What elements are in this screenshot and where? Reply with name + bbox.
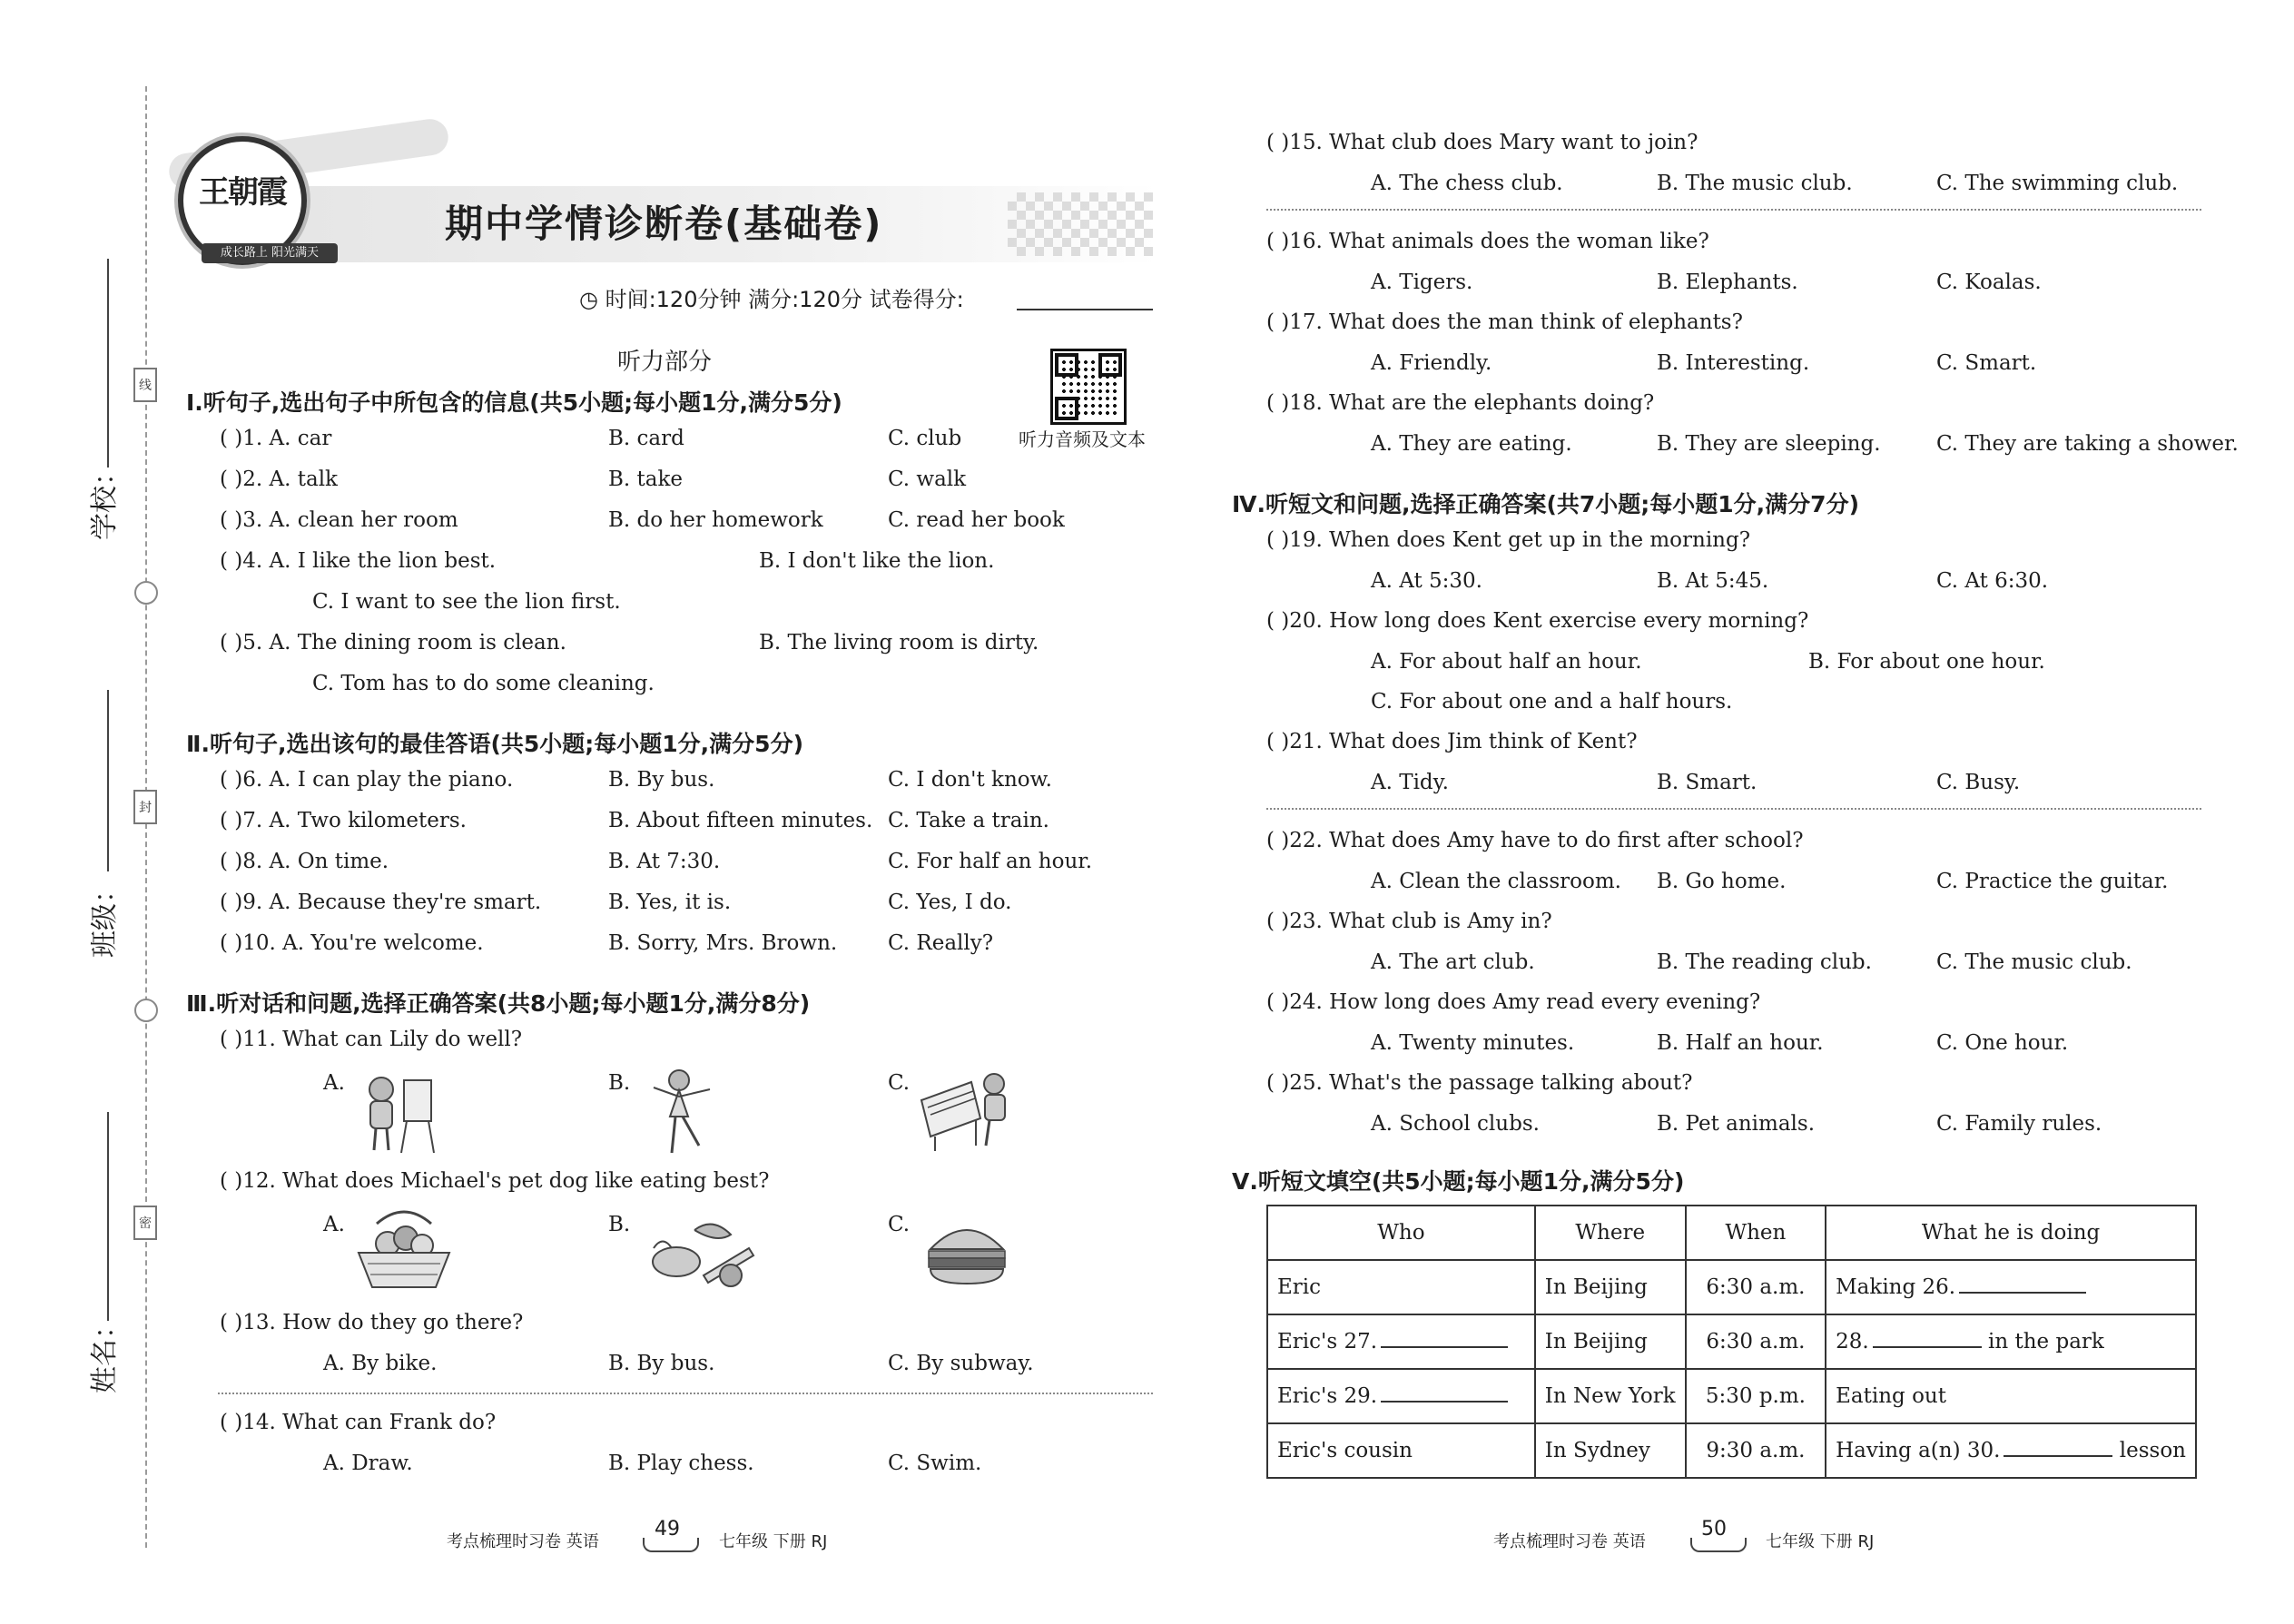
cell-where: In Beijing <box>1535 1260 1686 1314</box>
hamburger-picture <box>921 1215 1012 1289</box>
q25-stem: ( )25. What's the passage talking about? <box>1266 1071 1693 1095</box>
qr-caption: 听力音频及文本 <box>1019 428 1146 450</box>
q16-option-a: A. Tigers. <box>1371 271 1473 294</box>
q6-option-b: B. By bus. <box>608 768 715 792</box>
passage-separator <box>1266 808 2201 810</box>
q16-stem: ( )16. What animals does the woman like? <box>1266 230 1709 253</box>
q19-stem: ( )19. When does Kent get up in the morning? <box>1266 528 1751 552</box>
header-doing: What he is doing <box>1826 1206 2196 1260</box>
q10-option-b: B. Sorry, Mrs. Brown. <box>608 931 838 955</box>
q22-option-a: A. Clean the classroom. <box>1371 870 1621 893</box>
q19-option-a: A. At 5:30. <box>1371 569 1482 593</box>
footer-series: 考点梳理时习卷 英语 <box>1493 1532 1646 1551</box>
q3-option-c: C. read her book <box>888 508 1065 532</box>
q24-stem: ( )24. How long does Amy read every evening? <box>1266 990 1761 1014</box>
cell-who-text: Eric's 29. <box>1277 1384 1378 1408</box>
q7-option-c: C. Take a train. <box>888 809 1049 832</box>
q14-option-a: A. Draw. <box>323 1452 413 1475</box>
q8-option-b: B. At 7:30. <box>608 850 721 873</box>
cell-who <box>1267 1369 1535 1423</box>
q22-option-b: B. Go home. <box>1657 870 1787 893</box>
table-row <box>1267 1314 2196 1369</box>
q22-option-c: C. Practice the guitar. <box>1936 870 2169 893</box>
cell-doing-tail: lesson <box>2119 1439 2186 1462</box>
logo-banner: 成长路上 阳光满天 <box>202 243 338 263</box>
q7-option-b: B. About fifteen minutes. <box>608 809 873 832</box>
q10-stem: ( )10. A. You're welcome. <box>220 931 484 955</box>
q23-option-c: C. The music club. <box>1936 950 2132 974</box>
q12-stem: ( )12. What does Michael's pet dog like eating best? <box>220 1169 770 1193</box>
q17-option-c: C. Smart. <box>1936 351 2037 375</box>
q2-stem: ( )2. A. talk <box>220 468 338 491</box>
cell-where: In New York <box>1535 1369 1686 1423</box>
answer-blank-27[interactable] <box>1381 1330 1508 1348</box>
q24-option-c: C. One hour. <box>1936 1031 2069 1055</box>
q13-option-b: B. By bus. <box>608 1352 715 1375</box>
q2-option-c: C. walk <box>888 468 967 491</box>
cell-doing-text: Having a(n) 30. <box>1836 1439 2001 1462</box>
q25-option-c: C. Family rules. <box>1936 1112 2102 1136</box>
q11-option-b: B. <box>608 1071 631 1095</box>
section4-heading: Ⅳ.听短文和问题,选择正确答案(共7小题;每小题1分,满分7分) <box>1232 491 1859 517</box>
name-write-line <box>107 1112 109 1321</box>
q14-stem: ( )14. What can Frank do? <box>220 1411 497 1434</box>
table-row <box>1267 1369 2196 1423</box>
cell-doing <box>1826 1260 2196 1314</box>
q5-option-b: B. The living room is dirty. <box>759 631 1039 655</box>
section1-heading: Ⅰ.听句子,选出句子中所包含的信息(共5小题;每小题1分,满分5分) <box>186 389 842 416</box>
checker-pattern <box>1008 192 1153 256</box>
class-label: 班级： <box>89 876 121 958</box>
cell-doing <box>1826 1423 2196 1478</box>
q2-option-b: B. take <box>608 468 684 491</box>
q25-option-b: B. Pet animals. <box>1657 1112 1816 1136</box>
fill-in-table <box>1266 1205 2197 1479</box>
q11-option-a: A. <box>323 1071 345 1095</box>
q23-option-b: B. The reading club. <box>1657 950 1872 974</box>
section5-heading: Ⅴ.听短文填空(共5小题;每小题1分,满分5分) <box>1232 1168 1685 1195</box>
q21-option-c: C. Busy. <box>1936 771 2021 794</box>
cell-where: In Sydney <box>1535 1423 1686 1478</box>
q18-stem: ( )18. What are the elephants doing? <box>1266 391 1655 415</box>
header-when: When <box>1686 1206 1826 1260</box>
q10-option-c: C. Really? <box>888 931 994 955</box>
cell-when: 6:30 a.m. <box>1686 1314 1826 1369</box>
dialogue-separator <box>1266 209 2201 211</box>
cell-doing <box>1826 1314 2196 1369</box>
girl-dancing-picture <box>635 1062 726 1162</box>
q3-stem: ( )3. A. clean her room <box>220 508 458 532</box>
q12-option-b: B. <box>608 1213 631 1236</box>
page-number: 50 <box>1701 1518 1727 1540</box>
cell-when: 5:30 p.m. <box>1686 1369 1826 1423</box>
girl-painting-picture <box>354 1067 445 1157</box>
fruit-basket-picture <box>350 1207 458 1294</box>
girl-piano-picture <box>917 1064 1017 1155</box>
q11-option-c: C. <box>888 1071 911 1095</box>
q9-option-b: B. Yes, it is. <box>608 891 732 914</box>
q20-option-b: B. For about one hour. <box>1808 650 2045 674</box>
name-label: 姓名： <box>89 1312 121 1393</box>
q18-option-a: A. They are eating. <box>1371 432 1572 456</box>
q17-option-a: A. Friendly. <box>1371 351 1492 375</box>
q14-option-b: B. Play chess. <box>608 1452 754 1475</box>
q15-option-b: B. The music club. <box>1657 172 1853 195</box>
binding-hole-icon <box>134 581 158 605</box>
q6-stem: ( )6. A. I can play the piano. <box>220 768 514 792</box>
header-where: Where <box>1535 1206 1686 1260</box>
class-write-line <box>107 690 109 871</box>
section3-heading: Ⅲ.听对话和问题,选择正确答案(共8小题;每小题1分,满分8分) <box>186 990 811 1017</box>
q20-option-a: A. For about half an hour. <box>1371 650 1642 674</box>
q16-option-b: B. Elephants. <box>1657 271 1798 294</box>
answer-blank-30[interactable] <box>2004 1439 2112 1457</box>
q12-option-a: A. <box>323 1213 345 1236</box>
q15-stem: ( )15. What club does Mary want to join? <box>1266 131 1698 154</box>
binding-mark-seal: 封 <box>133 790 157 824</box>
q19-option-c: C. At 6:30. <box>1936 569 2049 593</box>
q13-option-a: A. By bike. <box>323 1352 438 1375</box>
q11-stem: ( )11. What can Lily do well? <box>220 1028 523 1051</box>
table-row <box>1267 1423 2196 1478</box>
book-icon <box>1690 1538 1747 1552</box>
q4-option-b: B. I don't like the lion. <box>759 549 995 573</box>
footer-grade: 七年级 下册 RJ <box>719 1532 828 1551</box>
time-info: ◷ 时间:120分钟 满分:120分 试卷得分: <box>579 287 964 312</box>
q19-option-b: B. At 5:45. <box>1657 569 1769 593</box>
q20-stem: ( )20. How long does Kent exercise every morning? <box>1266 609 1809 633</box>
listening-section-title: 听力部分 <box>617 349 713 376</box>
qr-code-icon[interactable] <box>1050 349 1127 425</box>
score-blank[interactable] <box>1017 309 1153 310</box>
q22-stem: ( )22. What does Amy have to do first after school? <box>1266 829 1804 852</box>
q13-option-c: C. By subway. <box>888 1352 1034 1375</box>
q23-option-a: A. The art club. <box>1371 950 1535 974</box>
q1-stem: ( )1. A. car <box>220 427 332 450</box>
school-write-line <box>107 259 109 468</box>
binding-hole-icon <box>134 999 158 1022</box>
binding-mark-line: 线 <box>133 368 157 402</box>
q8-option-c: C. For half an hour. <box>888 850 1093 873</box>
q23-stem: ( )23. What club is Amy in? <box>1266 910 1552 933</box>
page-title: 期中学情诊断卷(基础卷) <box>445 202 883 246</box>
q21-stem: ( )21. What does Jim think of Kent? <box>1266 730 1638 753</box>
q1-option-c: C. club <box>888 427 962 450</box>
answer-blank-28[interactable] <box>1873 1330 1982 1348</box>
q24-option-a: A. Twenty minutes. <box>1371 1031 1575 1055</box>
header-who: Who <box>1267 1206 1535 1260</box>
q21-option-a: A. Tidy. <box>1371 771 1449 794</box>
q20-option-c: C. For about one and a half hours. <box>1371 690 1733 714</box>
q7-stem: ( )7. A. Two kilometers. <box>220 809 467 832</box>
q15-option-a: A. The chess club. <box>1371 172 1563 195</box>
q16-option-c: C. Koalas. <box>1936 271 2042 294</box>
page-number: 49 <box>655 1518 680 1540</box>
q5-stem: ( )5. A. The dining room is clean. <box>220 631 566 655</box>
q21-option-b: B. Smart. <box>1657 771 1757 794</box>
cell-doing: Eating out <box>1826 1369 2196 1423</box>
q17-option-b: B. Interesting. <box>1657 351 1810 375</box>
school-label: 学校： <box>89 458 121 540</box>
cell-who <box>1267 1314 1535 1369</box>
vegetables-picture <box>640 1212 767 1294</box>
q9-stem: ( )9. A. Because they're smart. <box>220 891 542 914</box>
logo-text: 王朝霞 <box>199 174 286 211</box>
q1-option-b: B. card <box>608 427 684 450</box>
cell-doing-text: 28. <box>1836 1330 1869 1353</box>
cell-doing-tail: in the park <box>1988 1330 2104 1353</box>
answer-blank-29[interactable] <box>1381 1384 1508 1403</box>
q6-option-c: C. I don't know. <box>888 768 1052 792</box>
binding-mark-close: 密 <box>133 1206 157 1240</box>
footer-series: 考点梳理时习卷 英语 <box>447 1532 599 1551</box>
q18-option-b: B. They are sleeping. <box>1657 432 1881 456</box>
q4-stem: ( )4. A. I like the lion best. <box>220 549 497 573</box>
q3-option-b: B. do her homework <box>608 508 823 532</box>
book-icon <box>643 1538 699 1552</box>
q12-option-c: C. <box>888 1213 911 1236</box>
cell-doing-text: Making 26. <box>1836 1275 1956 1299</box>
table-row <box>1267 1260 2196 1314</box>
cell-when: 6:30 a.m. <box>1686 1260 1826 1314</box>
q18-option-c: C. They are taking a shower. <box>1936 432 2239 456</box>
cell-when: 9:30 a.m. <box>1686 1423 1826 1478</box>
q4-option-c: C. I want to see the lion first. <box>312 590 621 614</box>
q25-option-a: A. School clubs. <box>1371 1112 1540 1136</box>
q8-stem: ( )8. A. On time. <box>220 850 389 873</box>
cell-who: Eric's cousin <box>1267 1423 1535 1478</box>
dialogue-separator <box>218 1393 1153 1394</box>
q15-option-c: C. The swimming club. <box>1936 172 2179 195</box>
q24-option-b: B. Half an hour. <box>1657 1031 1824 1055</box>
q13-stem: ( )13. How do they go there? <box>220 1311 524 1334</box>
cell-who: Eric <box>1267 1260 1535 1314</box>
footer-grade: 七年级 下册 RJ <box>1766 1532 1875 1551</box>
section2-heading: Ⅱ.听句子,选出该句的最佳答语(共5小题;每小题1分,满分5分) <box>186 731 803 757</box>
answer-blank-26[interactable] <box>1959 1275 2086 1294</box>
cell-who-text: Eric's 27. <box>1277 1330 1378 1353</box>
q9-option-c: C. Yes, I do. <box>888 891 1012 914</box>
q5-option-c: C. Tom has to do some cleaning. <box>312 672 655 695</box>
q14-option-c: C. Swim. <box>888 1452 982 1475</box>
cell-where: In Beijing <box>1535 1314 1686 1369</box>
table-header-row <box>1267 1206 2196 1260</box>
q17-stem: ( )17. What does the man think of elephants? <box>1266 310 1743 334</box>
